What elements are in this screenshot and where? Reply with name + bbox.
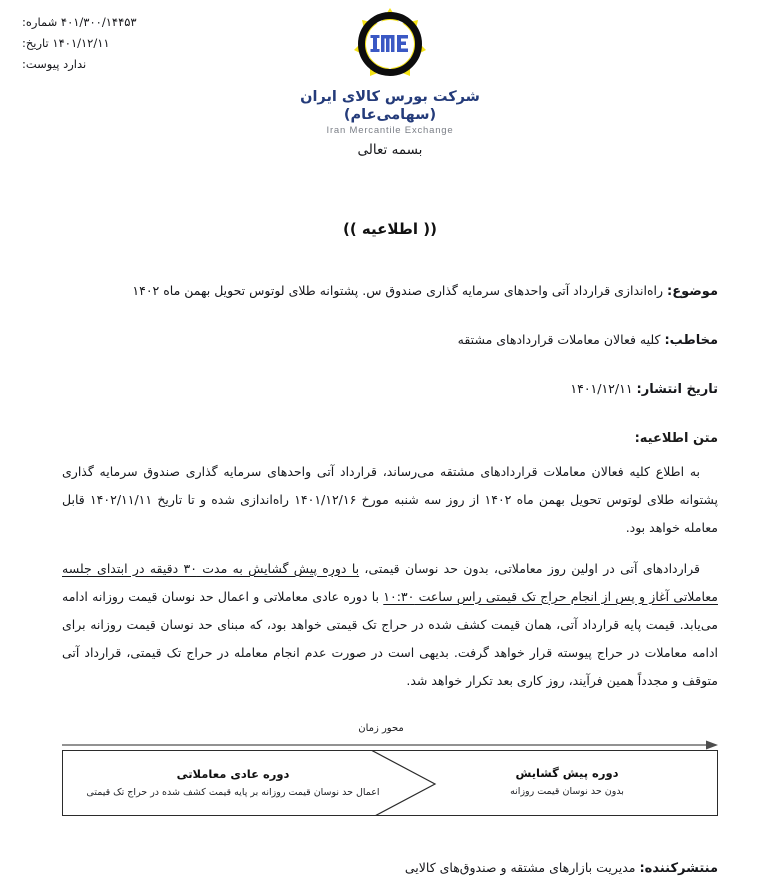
subject-label: موضوع: xyxy=(667,284,718,299)
header-meta-block xyxy=(22,12,222,75)
publish-date-label: تاریخ انتشار: xyxy=(636,382,718,397)
document-content xyxy=(0,142,780,876)
company-name-fa: شرکت بورس کالای ایران (سهامی‌عام) xyxy=(300,89,480,123)
company-name-en: Iran Mercantile Exchange xyxy=(326,125,454,136)
publish-date-value: ۱۴۰۱/۱۲/۱۱ xyxy=(570,381,633,396)
logo-ime-letters xyxy=(371,35,409,52)
normal-session-subtitle: اعمال حد نوسان قیمت روزانه بر پایه قیمت کشف شده در حراج تک قیمتی xyxy=(86,787,380,798)
audience-value: کلیه فعالان معاملات قراردادهای مشتقه xyxy=(457,332,661,347)
meta-value-date: ۱۴۰۱/۱۲/۱۱ xyxy=(52,36,110,50)
ime-logo-icon xyxy=(352,6,428,82)
timeline-diagram xyxy=(62,723,718,816)
timeline-axis-label: محور زمان xyxy=(358,722,404,734)
page-title: (( اطلاعیه )) xyxy=(343,220,437,238)
publisher-value: مدیریت بازارهای مشتقه و صندوق‌های کالایی xyxy=(404,859,636,875)
timeline-periods-box xyxy=(62,750,718,816)
paragraph-2-part-1: قراردادهای آتی در اولین روز معاملاتی، بدون حد نوسان قیمتی، xyxy=(359,560,700,576)
basmala-text: بسمه تعالی xyxy=(357,142,423,158)
preopening-title: دوره پیش گشایش xyxy=(515,766,619,780)
paragraph-2-part-2: با دوره عادی معاملاتی و اعمال حد نوسان قیمت روزانه ادامه می‌یابد. قیمت پایه قرارداد آتی، همان قیمت کشف شده در حراج تک قیمتی خواهد بود، که مبنای حد نوسان قیمت روزانه برای ادامه معاملات در حراج پیوسته قرار خواهد گرفت. بدیهی است در صورت عدم انجام معامله در حراج تک قیمتی، قرارداد آتی متوقف و مجدداً همین فرآیند، روز کاری بعد تکرار خواهد شد. xyxy=(62,588,718,688)
publisher-label: منتشرکننده: xyxy=(639,860,718,876)
body-section-label: متن اطلاعیه: xyxy=(634,431,718,446)
meta-label-attachment: پیوست: xyxy=(22,57,60,71)
meta-row-attachment xyxy=(22,54,222,75)
publisher-line xyxy=(62,860,718,876)
meta-row-date xyxy=(22,33,222,54)
audience-line xyxy=(62,329,718,352)
audience-label: مخاطب: xyxy=(664,333,718,348)
body-paragraph-2 xyxy=(62,555,718,695)
subject-line xyxy=(62,280,718,303)
meta-label-number: شماره: xyxy=(22,15,58,29)
body-paragraph-1: به اطلاع کلیه فعالان معاملات قراردادهای مشتقه می‌رساند، قرارداد آتی واحدهای سرمایه گذاری صندوق سرمایه گذاری پشتوانه طلای لوتوس تحویل بهمن ماه ۱۴۰۲ از روز سه شنبه مورخ ۱۴۰۱/۱۲/۱۶ راه‌اندازی شده و تا تاریخ ۱۴۰۲/۱۱/۱۱ قابل معامله خواهد بود. xyxy=(62,464,718,535)
timeline-axis-arrow-icon xyxy=(62,740,718,750)
document-header xyxy=(0,0,780,136)
publish-date-line xyxy=(62,378,718,401)
meta-value-attachment: ندارد xyxy=(63,57,87,71)
ime-logo-block xyxy=(260,6,520,136)
subject-value: راه‌اندازی قرارداد آتی واحدهای سرمایه گذاری صندوق س. پشتوانه طلای لوتوس تحویل بهمن ماه ۱۴۰۲ xyxy=(132,283,664,298)
preopening-subtitle: بدون حد نوسان قیمت روزانه xyxy=(510,786,624,797)
meta-value-number: ۴۰۱/۳۰۰/۱۴۴۵۳ xyxy=(60,15,137,29)
timeline-segment-normal-session xyxy=(63,751,403,815)
paragraph-2-underlined: با دوره پیش گشایش به مدت ۳۰ دقیقه در ابتدای جلسه معاملاتی آغاز و پس از انجام حراج تک قیمتی راس ساعت ۱۰:۳۰ xyxy=(62,560,718,604)
normal-session-title: دوره عادی معاملاتی xyxy=(176,767,290,781)
meta-row-number xyxy=(22,12,222,33)
timeline-segment-preopening xyxy=(425,751,717,815)
meta-label-date: تاریخ: xyxy=(22,36,49,50)
